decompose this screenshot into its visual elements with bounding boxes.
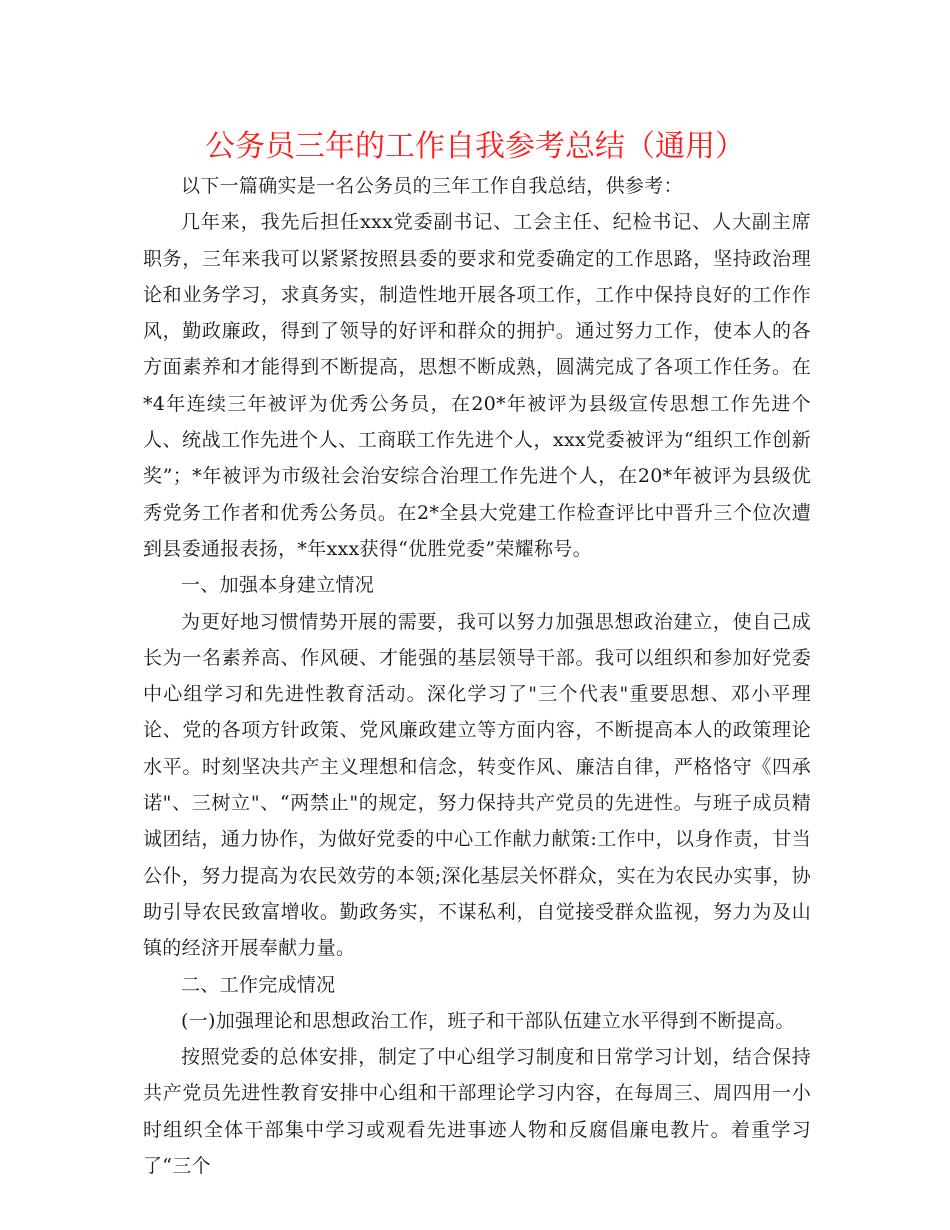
subsection-heading-1: (一)加强理论和思想政治工作，班子和干部队伍建立水平得到不断提高。 (181, 1009, 795, 1032)
section-1-paragraph: 为更好地习惯情势开展的需要，我可以努力加强思想政治建立，使自己成长为一名素养高、作风硬、才能强的基层领导干部。我可以组织和参加好党委中心组学习和先进性教育活动。深化学习了"三个代表"重要思想、邓小平理论、党的各项方针政策、党风廉政建立等方面内容，不断提高本人的政策理论水平。时刻坚决共产主义理想和信念，转变作风、廉洁自律，严格恪守《四承诺"、三树立"、“两禁止"的规定，努力保持共产党员的先进性。与班子成员精诚团结，通力协作，为做好党委的中心工作献力献策:工作中，以身作责，甘当公仆，努力提高为农民效劳的本领;深化基层关怀群众，实在为农民办实事，协助引导农民致富增收。勤政务实，不谋私利，自觉接受群众监视，努力为及山镇的经济开展奉献力量。 (143, 610, 811, 960)
section-heading-2: 二、工作完成情况 (181, 973, 336, 996)
summary-paragraph: 几年来，我先后担任xxx党委副书记、工会主任、纪检书记、人大副主席职务，三年来我可以紧紧按照县委的要求和党委确定的工作思路，坚持政治理论和业务学习，求真务实，制造性地开展各项工作，工作中保持良好的工作作风，勤政廉政，得到了领导的好评和群众的拥护。通过努力工作，使本人的各方面素养和才能得到不断提高，思想不断成熟，圆满完成了各项工作任务。在*4年连续三年被评为优秀公务员，在20*年被评为县级宣传思想工作先进个人、统战工作先进个人、工商联工作先进个人，xxx党委被评为“组织工作创新奖”；*年被评为市级社会治安综合治理工作先进个人，在20*年被评为县级优秀党务工作者和优秀公务员。在2*全县大党建工作检查评比中晋升三个位次遭到县委通报表扬，*年xxx获得“优胜党委”荣耀称号。 (143, 211, 811, 560)
document-body (143, 168, 811, 1184)
document-title: 公务员三年的工作自我参考总结（通用） (205, 129, 745, 164)
intro-paragraph: 以下一篇确实是一名公务员的三年工作自我总结，供参考： (181, 175, 683, 197)
section-heading-1: 一、加强本身建立情况 (181, 574, 375, 597)
subsection-1-paragraph: 按照党委的总体安排，制定了中心组学习制度和日常学习计划，结合保持共产党员先进性教育安排中心组和干部理论学习内容，在每周三、周四用一小时组织全体干部集中学习或观看先进事迹人物和反腐倡廉电教片。着重学习了“三个 (143, 1046, 811, 1178)
